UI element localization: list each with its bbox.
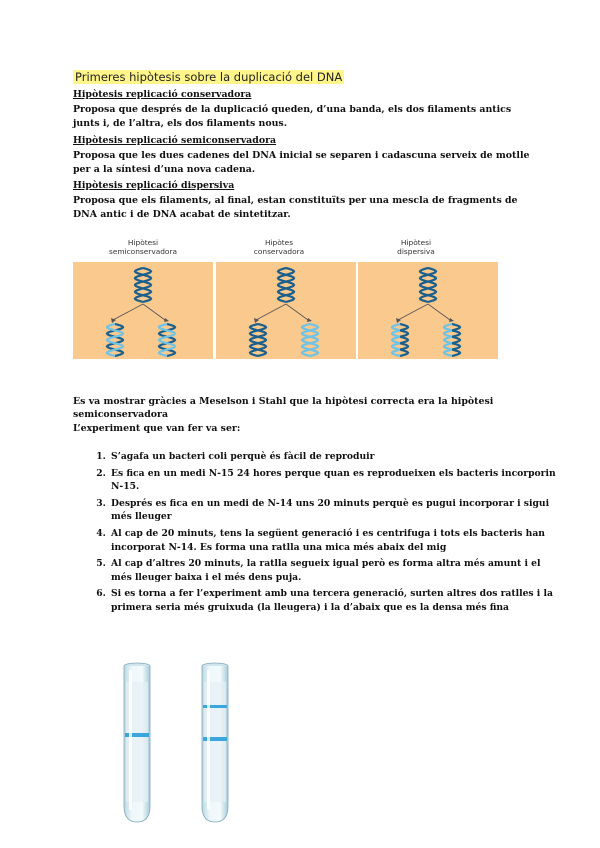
arrowheads [111, 318, 169, 323]
section-semiconservadora [73, 134, 533, 178]
split-arrow-lines [256, 304, 308, 320]
dna-strand-segment [392, 350, 400, 356]
panel-conservadora [216, 262, 356, 359]
dna-band-upper-right [203, 705, 227, 708]
dna-strand-segment [400, 324, 408, 330]
dna-strand-segment [392, 337, 400, 343]
dna-strand-segment [452, 330, 460, 336]
list-item: 3. Després es fica en un medi de N-14 uns 20 minuts perquè es pugui incorporar i sigui més lleuger [109, 497, 559, 524]
arrowheads [396, 318, 454, 323]
panel-label-dispersiva: Hipòtesi dispersiva [397, 238, 435, 256]
dna-band-left [125, 733, 149, 737]
panel-dispersiva [358, 262, 498, 359]
section-text: Proposa que les dues cadenes del DNA inicial se separen i cadascuna serveix de motlle per a la síntesi d’una nova cadena. [73, 149, 530, 175]
dna-diagram-semiconservadora [73, 262, 213, 359]
dna-strand-segment [400, 350, 408, 356]
experiment-label: L’experiment que van fer va ser: [73, 423, 241, 434]
dna-strand-segment [444, 350, 452, 356]
dna-strand-segment [400, 337, 408, 343]
parent-dna-helix [278, 268, 294, 302]
test-tube-left [124, 663, 150, 822]
child-dna-helix-left [107, 324, 123, 356]
section-heading: Hipòtesis replicació dispersiva [73, 180, 235, 191]
list-item: 6. Si es torna a fer l’experiment amb una tercera generació, surten altres dos ratlles i la primera seria més gruixuda (la lleugera) i la d’abaix que es la densa més fina [109, 587, 559, 614]
centrifuge-tubes-illustration [112, 656, 242, 828]
panel-label-conservadora: Hipòtes conservadora [253, 238, 305, 256]
dna-strand-segment [444, 324, 452, 330]
section-conservadora [73, 88, 533, 132]
dna-band-lower-right [203, 737, 227, 741]
section-heading: Hipòtesis replicació semiconservadora [73, 135, 277, 146]
child-dna-helix-left [250, 324, 266, 356]
page-title: Primeres hipòtesis sobre la duplicació del DNA [75, 70, 343, 84]
section-dispersiva [73, 179, 533, 223]
child-dna-helix-right [302, 324, 318, 356]
dna-hypotheses-figure [73, 238, 531, 360]
dna-diagram-conservadora [216, 262, 356, 359]
child-dna-helix-left [392, 324, 408, 356]
dna-strand-segment [392, 324, 400, 330]
dna-strand-segment [444, 330, 452, 336]
experiment-steps-list [73, 450, 559, 618]
split-arrow-lines [113, 304, 165, 320]
panel-label-semiconservadora: Hipòtesi semiconservadora [108, 238, 178, 256]
list-item: 1. S’agafa un bacteri coli perquè és fàcil de reproduir [109, 450, 559, 464]
arrowheads [254, 318, 312, 323]
dna-strand-segment [444, 343, 452, 349]
dna-strand-segment [400, 343, 408, 349]
parent-dna-helix [420, 268, 436, 302]
list-item: 2. Es fica en un medi N-15 24 hores perque quan es reprodueixen els bacteris incorporin N-15. [109, 467, 559, 494]
dna-strand-segment [400, 330, 408, 336]
dna-strand-segment [444, 337, 452, 343]
dna-strand-segment [452, 343, 460, 349]
dna-diagram-dispersiva [358, 262, 498, 359]
dna-strand-segment [452, 337, 460, 343]
list-item: 5. Al cap d’altres 20 minuts, la ratlla segueix igual però es forma altra més amunt i el més lleuger baixa i el més dens puja. [109, 557, 559, 584]
conclusion-text: Es va mostrar gràcies a Meselson i Stahl que la hipòtesi correcta era la hipòtesi semiconservadora [73, 396, 494, 420]
section-text: Proposa que els filaments, al final, estan constituïts per una mescla de fragments de DNA antic i de DNA acabat de sintetitzar. [73, 194, 518, 220]
test-tube-right [202, 663, 228, 822]
dna-strand-segment [452, 324, 460, 330]
list-item: 4. Al cap de 20 minuts, tens la següent generació i es centrifuga i tots els bacteris han incorporat N-14. Es forma una ratlla una mica més abaix del mig [109, 527, 559, 554]
panel-semiconservadora [73, 262, 213, 359]
section-text: Proposa que després de la duplicació queden, d’una banda, els dos filaments antics junts i, de l’altra, els dos filaments nous. [73, 103, 512, 129]
split-arrow-lines [398, 304, 450, 320]
dna-strand-segment [392, 343, 400, 349]
dna-strand-segment [392, 330, 400, 336]
section-heading: Hipòtesis replicació conservadora [73, 89, 252, 100]
parent-dna-helix [135, 268, 151, 302]
child-dna-helix-right [159, 324, 175, 356]
child-dna-helix-right [444, 324, 460, 356]
dna-strand-segment [452, 350, 460, 356]
